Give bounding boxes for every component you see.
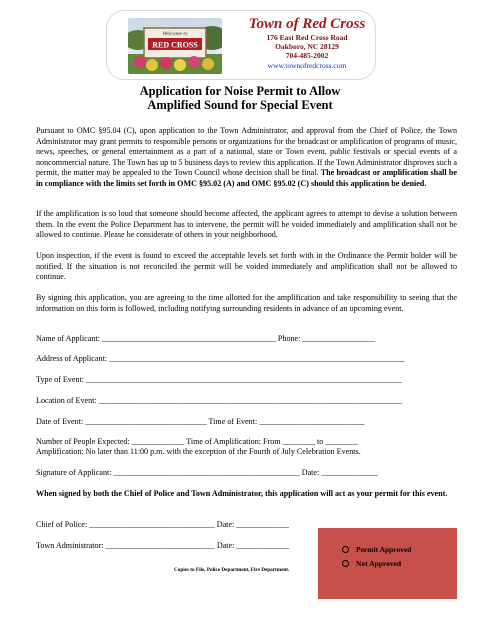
phone-number: 704-485-2002 [285,51,329,60]
paragraph-ordinance-bold: The broadcast or amplification shall be in compliance with the limits set forth in OMC §95.02 (A) and OMC §95.02 (C) should this application be denied. [36,168,457,188]
signature-field[interactable]: Signature of Applicant: ______________________________________________ Date: ______________ [36,468,378,477]
address-line-2: Oakboro, NC 28129 [275,42,339,51]
amplification-note: Amplification: No later than 11:00 p.m. with the exception of the Fourth of July Celebration Events. [36,447,361,456]
paragraph-agreement: By signing this application, you are agreeing to the time allotted for the amplification and take responsibility to seeing that the information on this form is followed, including notifying surrounding residents in advance of an upcoming event. [36,293,457,313]
town-sign-photo [128,18,222,74]
signed-permit-note: When signed by both the Chief of Police and Town Administrator, this application will act as your permit for this event. [36,489,448,498]
location-event-field[interactable]: Location of Event: ___________________________________________________________________________ [36,396,403,405]
paragraph-affected: If the amplification is so loud that someone should become affected, the applicant agrees to attempt to devise a solution between them. In the event the Police Department has to intervene, the permit will be voided immediately and amplification shall not be allowed to continue. Please be considerate of others in your neighborhood. [36,209,457,240]
radio-circle-icon[interactable] [342,546,349,553]
paragraph-inspection: Upon inspection, if the event is found to exceed the acceptable levels set forth with in the Ordinance the Permit holder will be notified. If the situation is not reconciled the permit will be voided immediately and amplification shall not be allowed to continue. [36,251,457,282]
paragraph-ordinance-text: Pursuant to OMC §95.04 (C), upon application to the Town Administrator, and approval from the Chief of Police, the Town Administrator may grant permits to responsible persons or organizations for the broadcast or amplification of programs of music, news, speeches, or general entertainment as a part of a national, state or Town event, public festivals or special events of a noncommercial nature. The Town has up to 5 business days to review this application. If the Town Administrator disproves such a permit, the matter may be appealed to the Town Council whose decision shall be final. [36,126,458,178]
not-approved-label: Not Approved [356,559,402,568]
people-expected-field[interactable]: Number of People Expected: _____________ Time of Amplification: From ________ to ________ [36,437,358,446]
sign-name-text: RED CROSS [152,40,198,50]
copies-distribution-note: Copies to File, Police Department, Fire Department. [174,567,290,573]
date-time-field[interactable]: Date of Event: ______________________________ Time of Event: __________________________ [36,417,365,426]
sign-welcome-text: Welcome to [162,31,188,37]
type-event-field[interactable]: Type of Event: ______________________________________________________________________________ [36,375,402,384]
town-sign-illustration [128,18,222,74]
paragraph-ordinance [36,126,457,190]
not-approved-option[interactable] [342,559,401,568]
chief-police-field[interactable]: Chief of Police: _______________________________ Date: _____________ [36,520,289,529]
form-title-line-2: Amplified Sound for Special Event [147,98,333,112]
radio-circle-icon[interactable] [342,560,349,567]
website-link[interactable]: www.townofredcross.com [267,61,347,70]
permit-approved-option[interactable] [342,545,411,554]
address-applicant-field[interactable]: Address of Applicant: _________________________________________________________________________ [36,354,405,363]
town-admin-field[interactable]: Town Administrator: ___________________________ Date: _____________ [36,541,290,550]
permit-approved-label: Permit Approved [356,545,412,554]
address-line-1: 176 East Red Cross Road [266,33,348,42]
town-name: Town of Red Cross [248,16,366,32]
name-applicant-field[interactable]: Name of Applicant: ___________________________________________ Phone: __________________ [36,334,376,343]
form-title-line-1: Application for Noise Permit to Allow [139,84,341,98]
